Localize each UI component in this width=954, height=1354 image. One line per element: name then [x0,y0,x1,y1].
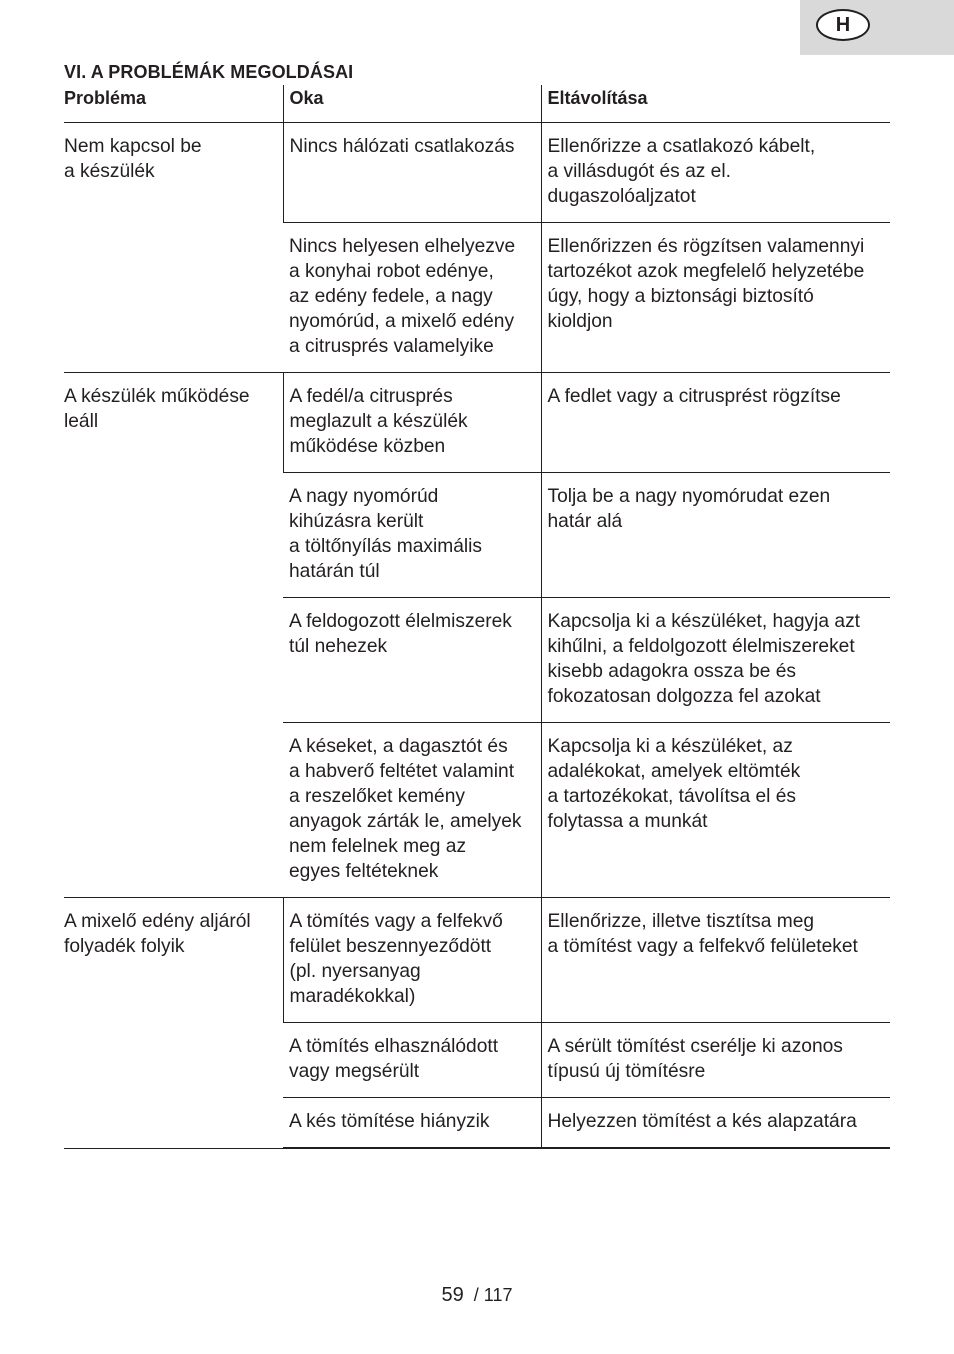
problem-cell [64,898,283,1149]
cause-cell [283,1098,541,1149]
cause-text: A késeket, a dagasztót és a habverő feltétet valamint a reszelőket kemény anyagok zárták le, amelyek nem felelnek meg az egyes feltéteknek [289,736,522,882]
header-problem: Probléma [64,85,283,123]
cause-cell [283,898,541,1023]
table-row [64,898,890,1023]
table-row [64,373,890,473]
remedy-cell [541,123,890,223]
remedy-text: Ellenőrizze, illetve tisztítsa meg a tömítést vagy a felfekvő felületeket [547,911,858,957]
remedy-text: Kapcsolja ki a készüléket, hagyja azt kihűlni, a feldolgozott élelmiszereket kisebb adagokra ossza be és fokozatosan dolgozza fel azokat [547,611,860,707]
cause-cell [283,1023,541,1098]
remedy-cell [541,473,890,598]
cause-text: A tömítés vagy a felfekvő felület beszennyeződött (pl. nyersanyag maradékokkal) [289,911,503,1007]
remedy-text: A sérült tömítést cserélje ki azonos típusú új tömítésre [547,1036,843,1082]
remedy-cell [541,898,890,1023]
remedy-cell [541,598,890,723]
page-number: 59 [441,1284,464,1306]
remedy-text: A fedlet vagy a citrusprést rögzítse [547,386,841,407]
remedy-text: Tolja be a nagy nyomórudat ezen határ alá [547,486,831,532]
cause-cell [283,123,541,223]
remedy-text: Ellenőrizze a csatlakozó kábelt, a villásdugót és az el. dugaszolóaljzatot [547,136,816,207]
remedy-cell [541,223,890,373]
cause-text: A kés tömítése hiányzik [289,1111,490,1132]
remedy-cell [541,1098,890,1149]
section-title: VI. A PROBLÉMÁK MEGOLDÁSAI [64,62,354,82]
header-cause: Oka [283,85,541,123]
problem-text: A mixelő edény aljáról folyadék folyik [64,911,251,957]
problem-cell [64,123,283,373]
remedy-text: Helyezzen tömítést a kés alapzatára [547,1111,857,1132]
remedy-text: Ellenőrizzen és rögzítsen valamennyi tartozékot azok megfelelő helyzetébe úgy, hogy a biztonsági biztosító kioldjon [547,236,865,332]
cause-cell [283,473,541,598]
cause-cell [283,598,541,723]
cause-text: Nincs hálózati csatlakozás [289,136,515,157]
remedy-cell [541,1023,890,1098]
remedy-cell [541,373,890,473]
cause-text: Nincs helyesen elhelyezve a konyhai robot edénye, az edény fedele, a nagy nyomórúd, a mixelő edény a citrusprés valamelyike [289,236,516,357]
table-row [64,123,890,223]
remedy-cell [541,723,890,898]
page-total: / 117 [473,1285,513,1305]
table-header-row [64,85,890,123]
page-footer [0,1284,954,1307]
cause-text: A tömítés elhasználódott vagy megsérült [289,1036,499,1082]
cause-cell [283,373,541,473]
language-tab [800,0,954,55]
cause-cell [283,223,541,373]
problem-cell [64,373,283,898]
cause-text: A feldogozott élelmiszerek túl nehezek [289,611,512,657]
header-remedy: Eltávolítása [541,85,890,123]
troubleshooting-table [64,85,890,1149]
language-badge: H [816,9,870,41]
table-body [64,123,890,1149]
cause-text: A nagy nyomórúd kihúzásra került a töltőnyílás maximális határán túl [289,486,483,582]
cause-cell [283,723,541,898]
problem-text: A készülék működése leáll [64,386,250,432]
cause-text: A fedél/a citrusprés meglazult a készülék működése közben [289,386,468,457]
problem-text: Nem kapcsol be a készülék [64,136,202,182]
remedy-text: Kapcsolja ki a készüléket, az adalékokat, amelyek eltömték a tartozékokat, távolítsa el és folytassa a munkát [547,736,801,832]
